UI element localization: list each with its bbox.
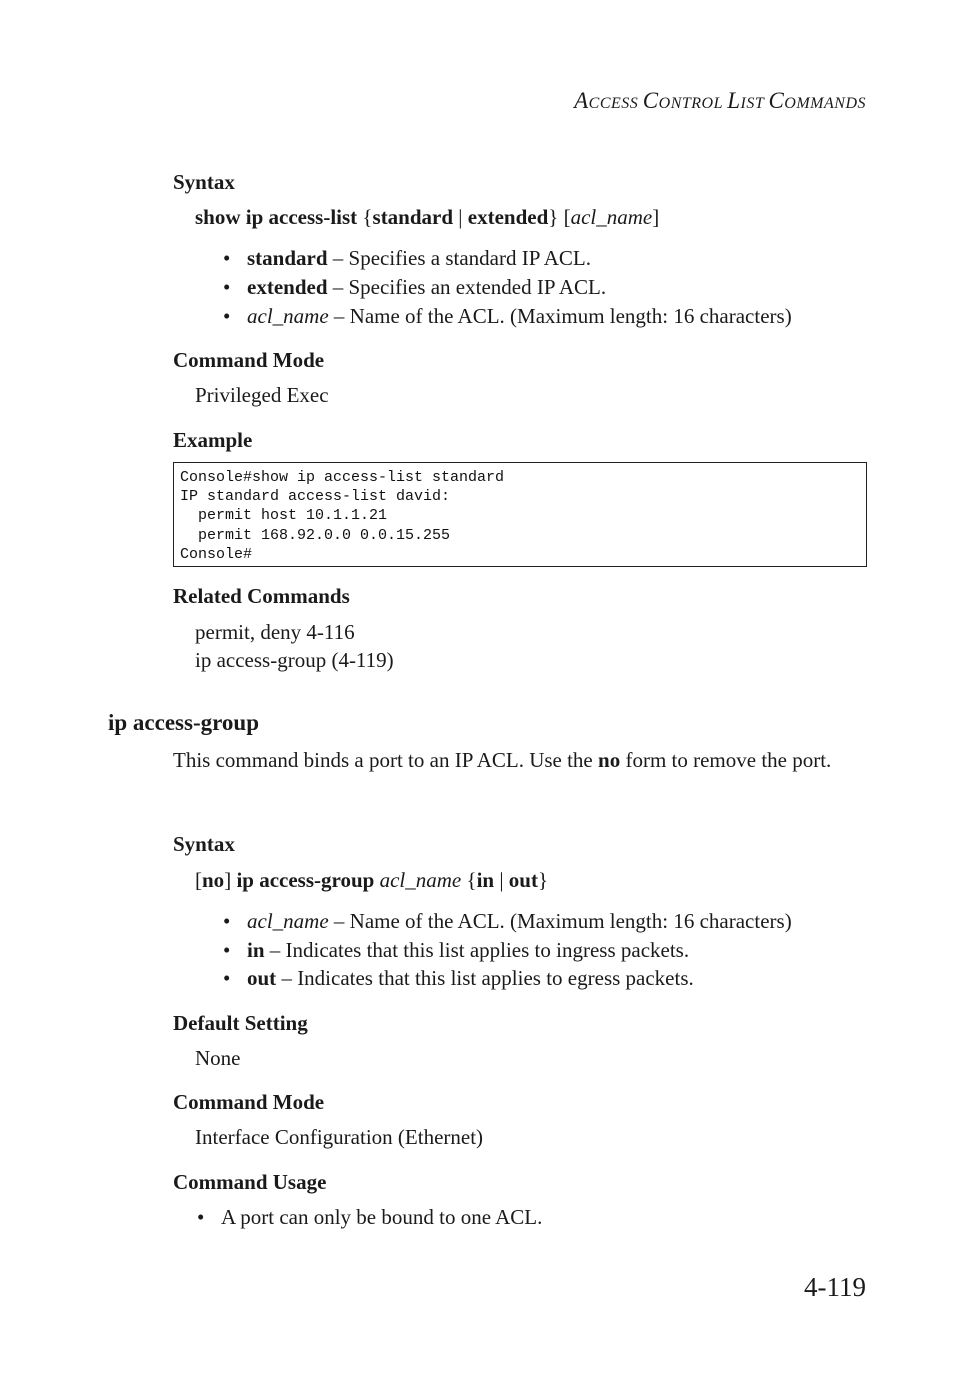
bullet-desc: – Indicates that this list applies to ingress packets.: [264, 938, 690, 962]
syntax-separator: |: [499, 868, 504, 892]
command-mode-value: Interface Configuration (Ethernet): [195, 1125, 484, 1149]
bullet: •: [223, 909, 231, 933]
bullet-term: out: [247, 966, 277, 990]
code-line: Console#: [180, 545, 253, 563]
bullet: •: [223, 938, 231, 962]
syntax-separator: |: [458, 205, 463, 229]
bullet: •: [197, 1205, 205, 1229]
related-command: ip access-group (4-119): [195, 648, 394, 672]
syntax-bracket: ]: [224, 868, 232, 892]
bullet-term: standard: [247, 246, 328, 270]
syntax-heading: Syntax: [173, 832, 235, 856]
running-head-part: ONTROL: [658, 95, 728, 112]
running-head: [574, 88, 866, 114]
list-item: [223, 275, 607, 299]
bullet-desc: – Specifies an extended IP ACL.: [327, 275, 607, 299]
code-line: permit 168.92.0.0 0.0.15.255: [180, 526, 451, 544]
usage-text: A port can only be bound to one ACL.: [221, 1205, 543, 1229]
list-item: [223, 304, 792, 328]
syntax-bracket: [: [563, 205, 571, 229]
command-mode-value: Privileged Exec: [195, 383, 329, 407]
bullet-term: in: [247, 938, 265, 962]
list-item: [223, 909, 792, 933]
syntax-bracket: [: [195, 868, 202, 892]
section-title: ip access-group: [108, 710, 259, 735]
syntax-brace: }: [548, 205, 559, 229]
syntax-option: in: [476, 868, 495, 892]
bullet-desc: – Indicates that this list applies to egress packets.: [276, 966, 694, 990]
related-commands-heading: Related Commands: [173, 584, 350, 608]
command-mode-heading: Command Mode: [173, 1090, 325, 1114]
page-number: 4-119: [804, 1272, 866, 1302]
syntax-param: acl_name: [379, 868, 462, 892]
description-keyword: no: [598, 748, 621, 772]
bullet-term: extended: [247, 275, 328, 299]
list-item: [223, 966, 694, 990]
running-head-part: A: [574, 88, 589, 113]
code-line: IP standard access-list david:: [180, 488, 451, 506]
syntax-line: [195, 207, 659, 228]
description: [173, 744, 867, 776]
code-line: Console#show ip access-list standard: [180, 469, 505, 486]
command-mode-heading: Command Mode: [173, 348, 325, 372]
running-head-part: CCESS: [588, 95, 643, 112]
list-item: [223, 938, 690, 962]
description-text: This command binds a port to an IP ACL. Use the: [173, 748, 599, 772]
syntax-option: extended: [467, 205, 549, 229]
bullet-desc: – Specifies a standard IP ACL.: [327, 246, 591, 270]
bullet-term: acl_name: [247, 304, 329, 328]
default-setting-value: None: [195, 1046, 241, 1070]
syntax-param: acl_name: [570, 205, 653, 229]
bullet: •: [223, 966, 231, 990]
command-usage-heading: Command Usage: [173, 1170, 327, 1194]
syntax-brace: {: [466, 868, 477, 892]
code-example: [173, 462, 867, 567]
running-head-part: OMMANDS: [784, 95, 866, 112]
list-item: [197, 1205, 543, 1229]
bullet: •: [223, 275, 231, 299]
running-head-part: IST: [740, 95, 769, 112]
syntax-brace: {: [362, 205, 373, 229]
syntax-option: out: [508, 868, 538, 892]
bullet-term: acl_name: [247, 909, 329, 933]
syntax-line: [195, 870, 548, 891]
code-line: permit host 10.1.1.21: [180, 507, 388, 525]
syntax-option: no: [202, 868, 225, 892]
syntax-bracket: ]: [652, 205, 660, 229]
running-head-part: C: [768, 88, 785, 113]
running-head-part: C: [642, 88, 659, 113]
default-setting-heading: Default Setting: [173, 1011, 308, 1035]
syntax-heading: Syntax: [173, 170, 235, 194]
running-head-part: L: [727, 88, 741, 113]
bullet: •: [223, 304, 231, 328]
bullet-desc: – Name of the ACL. (Maximum length: 16 characters): [328, 909, 792, 933]
syntax-brace: }: [537, 868, 549, 892]
bullet: •: [223, 246, 231, 270]
syntax-option: standard: [372, 205, 454, 229]
bullet-desc: – Name of the ACL. (Maximum length: 16 characters): [328, 304, 792, 328]
list-item: [223, 246, 591, 270]
example-heading: Example: [173, 428, 253, 452]
syntax-command: show ip access-list: [195, 205, 358, 229]
description-text: form to remove the port.: [620, 748, 832, 772]
syntax-command: ip access-group: [236, 868, 375, 892]
related-command: permit, deny 4-116: [195, 620, 355, 644]
